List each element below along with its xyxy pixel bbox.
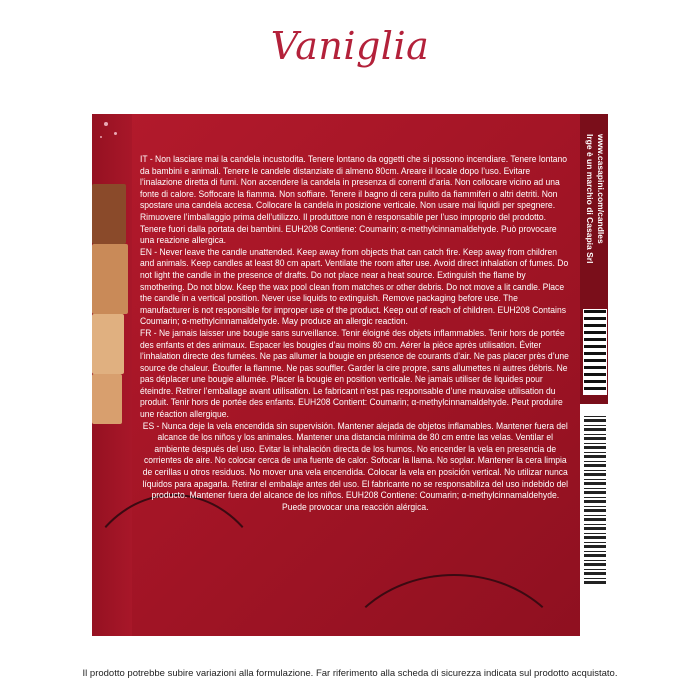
brand-vertical-text [584,134,606,263]
instructions-es: ES - Nunca deje la vela encendida sin supervisión. Mantener alejada de objetos inflamables. Mantener fuera del alcance de los niños y los animales. Mantener una distancia mínima de 80 cm entre las velas. Ventilar el ambiente después del uso. Evitar la inhalación directa de los humos. No encender la vela en presencia de corrientes de aire. No colocar cerca de una fuente de calor. Sofocar la llama. No soplar. Mantener la cera limpia de cerillas u otros residuos. No mover una vela encendida. Colocar la vela en posición vertical. No utilizar nunca líquidos para apagarla. Retirar el embalaje antes del uso. El fabricante no se responsabiliza del uso indebido del producto. Mantener fuera del alcance de los niños. EUH208 Contiene: Coumarin; α-methylcinnamaldehyde. Puede provocar una reacción alérgica. [142,420,569,512]
candle-illustration [92,164,132,464]
sparkle-dot [104,122,108,126]
instructions-it: IT - Non lasciare mai la candela incustodita. Tenere lontano da oggetti che si possono incendiare. Tenere lontano da bambini e animali. Tenere le candele distanziate di almeno 80cm. Areare il locale dopo l’uso. Evitare l’inalazione diretta di fumi. Non accendere la candela in presenza di correnti d’aria. Non collocare vicino ad una fonte di calore. Soffocare la fiamma. Non soffiare. Tenere il bagno di cera pulito da fiammiferi o altri detriti. Non spostare una candela accesa. Collocare la candela in posizione verticale. Non usare mai liquidi per spegnere. Rimuovere l’imballaggio prima dell’utilizzo. Il produttore non è responsabile per l’uso improprio del prodotto. Tenere fuori dalla portata dei bambini. EUH208 Contiene: Coumarin; α-methylcinnamaldehyde. Può provocare una reazione allergica. [140,154,567,246]
decor-curve [92,494,276,636]
barcode [584,414,606,584]
sparkle-dot [114,132,117,135]
instructions-fr: FR - Ne jamais laisser une bougie sans surveillance. Tenir éloigné des objets inflammables. Tenir hors de portée des enfants et des animaux. Espacer les bougies d’au moins 80 cm. Aérer la pièce après utilisation. Éviter l’inhalation directe des fumées. Ne pas allumer la bougie en présence de courants d’air. Ne pas placer près d’une source de chaleur. Étouffer la flamme. Ne pas souffler. Garder la cire propre, sans allumettes ni autres débris. Ne pas déplacer une bougie allumée. Placer la bougie en position verticale. Ne jamais utiliser de liquides pour éteindre. Retirer l’emballage avant utilisation. Le fabricant n’est pas responsable d’une mauvaise utilisation du produit. Tenir hors de portée des enfants. EUH208 Contient: Coumarin; α-methylcinnamaldehyde. Peut produire une réaction allergique. [140,327,569,420]
trademark-line: Irge è un marchio di Casapia Srl [585,134,595,264]
decor-curve [332,574,576,636]
product-title: Vaniglia [270,24,430,68]
safety-instructions [140,154,571,513]
formulation-disclaimer: Il prodotto potrebbe subire variazioni alla formulazione. Far riferimento alla scheda di sicurezza indicata sul prodotto acquistato. [82,668,618,679]
qr-code [584,310,606,394]
instructions-en: EN - Never leave the candle unattended. Keep away from objects that can catch fire. Keep away from children and animals. Keep candles at least 80 cm apart. Ventilate the room after use. Avoid direct inhalation of fumes. Do not light the candle in the presence of drafts. Do not place near a heat source. Extinguish the flame by smothering. Do not blow. Keep the wax pool clean from matches or other debris. Do not move a lit candle. Place the candle in a vertical position. Never use liquids to extinguish. Remove packaging before use. The manufacturer is not responsible for improper use of the product. Keep out of reach of children. EUH208 Contains Coumarin; α-methylcinnamaldehyde. May produce an allergic reaction. [140,246,569,327]
label-image [92,114,608,636]
sparkle-dot [100,136,102,138]
website-line: www.casapini.com/candles [596,134,606,244]
